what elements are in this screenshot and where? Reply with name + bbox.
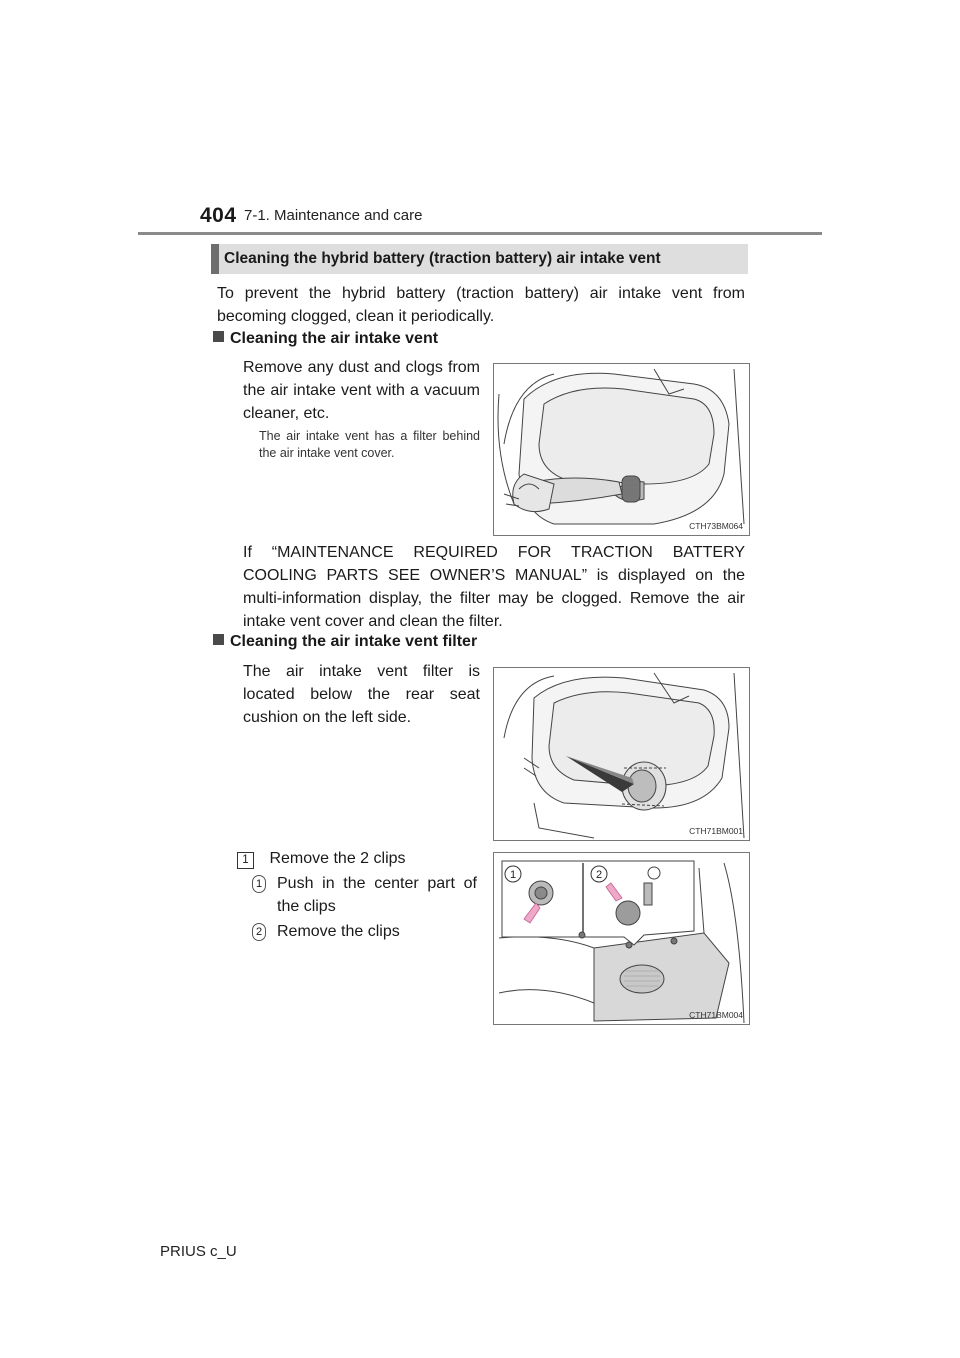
illustration-remove-clips [494,853,749,1024]
subheading-text: Cleaning the air intake vent [230,330,439,347]
step-1 [237,847,406,870]
substep-text: Remove the clips [277,923,400,940]
section-title: 7-1. Maintenance and care [244,207,423,224]
figure-code: CTH71BM001 [689,826,743,836]
square-bullet-icon [213,331,224,342]
figure-vacuum-cleaning [493,363,750,536]
illustration-vacuum-vent [494,364,749,535]
subheading-text: Cleaning the air intake vent filter [230,633,478,650]
substep-number: 1 [252,875,266,893]
warning-paragraph: If “MAINTENANCE REQUIRED FOR TRACTION BATTERY COOLING PARTS SEE OWNER’S MANUAL” is displayed on the multi-information display, the filter may be clogged. Remove the air intake vent cover and clean the filter. [243,544,745,630]
figure-filter-location [493,667,750,841]
substep-2 [252,920,480,943]
substep-number: 2 [252,923,266,941]
figure-remove-clips [493,852,750,1025]
footer-model: PRIUS c_U [160,1243,237,1260]
figure-label-2: 2 [595,869,603,881]
section2-body: The air intake vent filter is located below the rear seat cushion on the left side. [243,663,480,726]
substep-1 [252,872,480,918]
subheading-cleaning-vent [213,330,438,348]
page-heading: Cleaning the hybrid battery (traction battery) air intake vent [224,250,661,267]
figure-code: CTH73BM064 [689,521,743,531]
substep-text: Push in the center part of the clips [277,875,477,915]
intro-paragraph: To prevent the hybrid battery (traction battery) air intake vent from becoming clogged, clean it periodically. [217,285,745,325]
page-number: 404 [200,204,237,227]
step-number-box: 1 [237,852,254,869]
subheading-cleaning-filter [213,633,477,651]
figure-label-1: 1 [509,869,517,881]
section1-note: The air intake vent has a filter behind the air intake vent cover. [259,429,480,460]
header-rule [138,232,822,235]
illustration-filter-location [494,668,749,840]
square-bullet-icon [213,634,224,645]
step-title: Remove the 2 clips [269,850,406,867]
figure-code: CTH71BM004 [689,1010,743,1020]
section1-body: Remove any dust and clogs from the air intake vent with a vacuum cleaner, etc. [243,359,480,422]
